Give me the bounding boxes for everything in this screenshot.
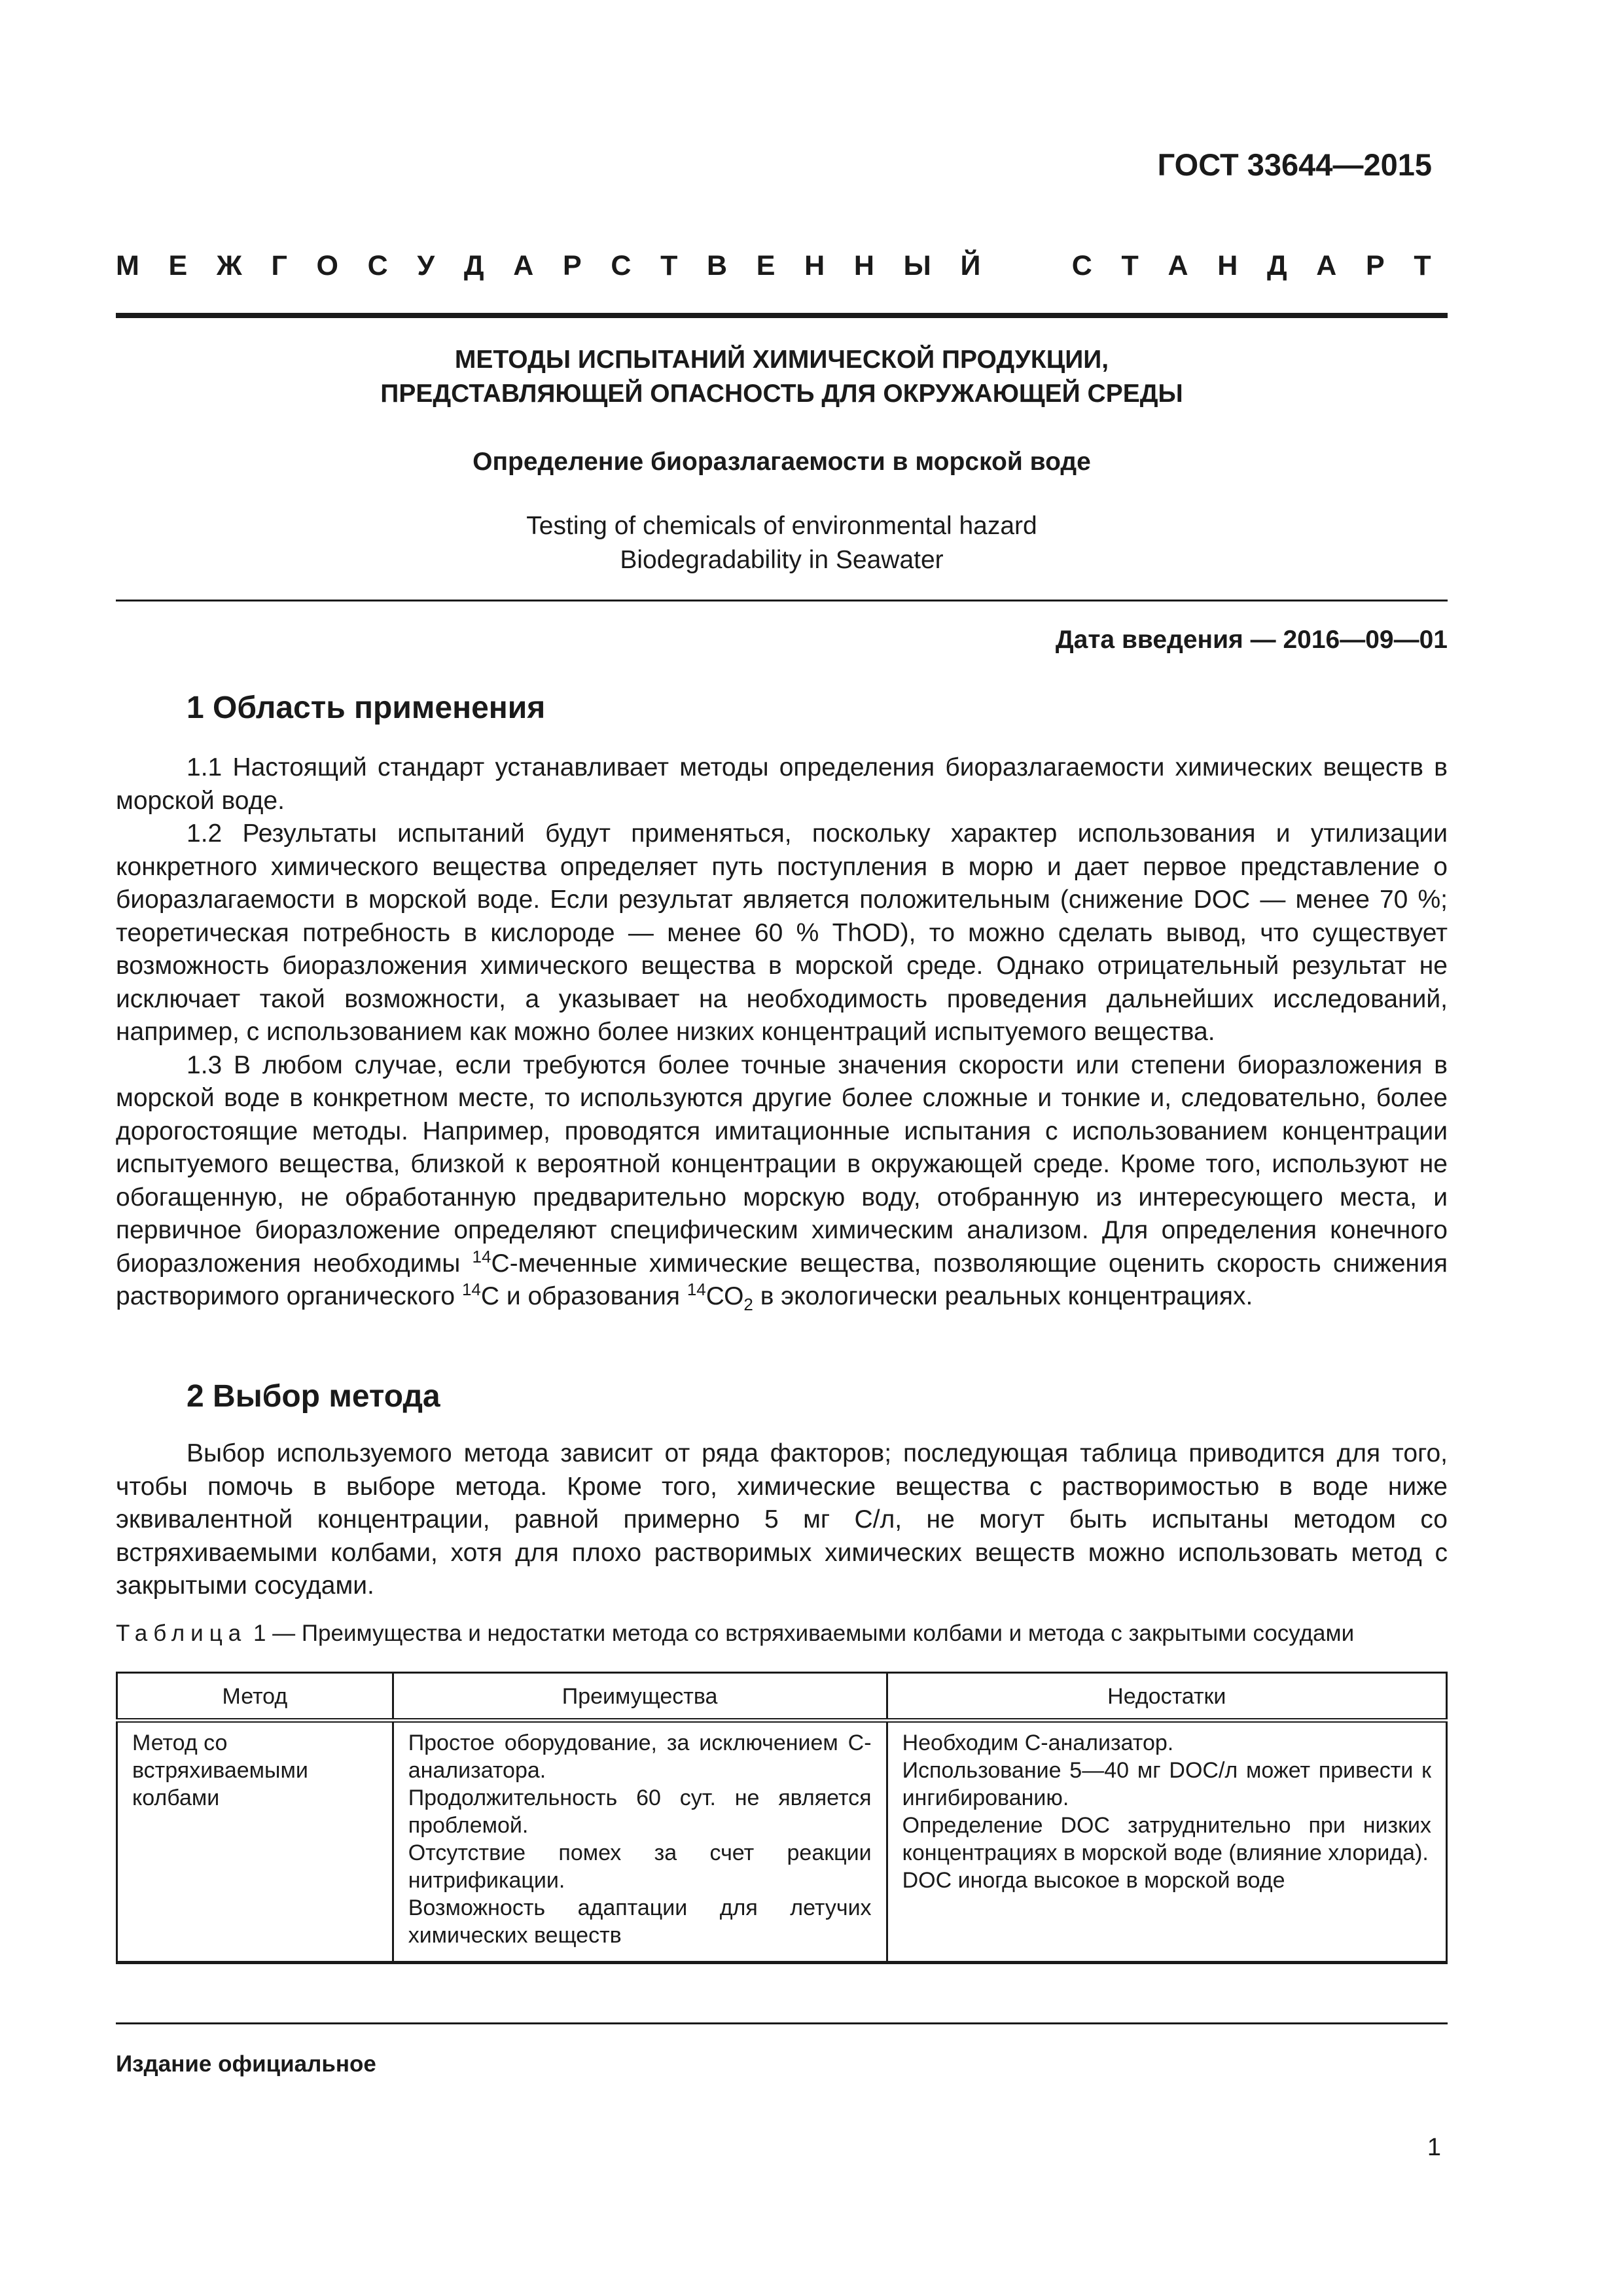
co2-formula: СО — [705, 1282, 744, 1310]
disadvantage-item: Необходим С-анализатор. — [902, 1731, 1174, 1755]
footer-divider — [116, 2022, 1448, 2024]
banner-gap — [1010, 250, 1043, 282]
banner-letter: Т — [660, 250, 678, 281]
banner-letter: Р — [1366, 250, 1385, 281]
banner-letter: Н — [853, 250, 874, 281]
table-cell-disadvantages — [887, 1721, 1446, 1963]
disadvantage-item: Использование 5—40 мг DOC/л может привести к ингибированию. — [902, 1758, 1431, 1810]
banner-letter: С — [367, 250, 388, 281]
table-header-method: Метод — [117, 1673, 393, 1721]
paragraph-1-1: 1.1 Настоящий стандарт устанавливает методы определения биоразлагаемости химических веществ в морской воде. — [116, 753, 1448, 815]
banner-letter: М — [116, 250, 139, 281]
english-title-line-2: Biodegradability in Seawater — [620, 546, 944, 574]
title-line-1: МЕТОДЫ ИСПЫТАНИЙ ХИМИЧЕСКОЙ ПРОДУКЦИИ, — [454, 346, 1109, 374]
banner-letter: С — [611, 250, 632, 281]
banner-letter: Е — [168, 250, 188, 281]
banner-letter: Н — [804, 250, 825, 281]
section-1-body — [116, 751, 1448, 1314]
paragraph-1-3-text-b: С-меченные химические вещества, позволяющие оценить скорость снижения растворимого органического — [116, 1249, 1448, 1310]
english-title-line-1: Testing of chemicals of environmental hazard — [526, 512, 1037, 540]
disadvantage-item: DOC иногда высокое в морской воде — [902, 1868, 1285, 1893]
title-divider — [116, 600, 1448, 601]
advantage-item: Продолжительность 60 сут. не является проблемой. — [408, 1785, 872, 1838]
title-line-2: ПРЕДСТАВЛЯЮЩЕЙ ОПАСНОСТЬ ДЛЯ ОКРУЖАЮЩЕЙ СРЕДЫ — [380, 380, 1183, 408]
banner-letter: А — [513, 250, 534, 281]
banner-letter: Н — [1217, 250, 1238, 281]
introduction-date: Дата введения — 2016—09—01 — [1055, 626, 1448, 654]
banner-letter: А — [1168, 250, 1188, 281]
banner-letter: Т — [1414, 250, 1431, 281]
standard-type-banner — [116, 250, 1431, 282]
advantage-item: Простое оборудование, за исключением С-анализатора. — [408, 1731, 872, 1783]
table-header-disadvantages: Недостатки — [887, 1673, 1446, 1721]
paragraph-1-2: 1.2 Результаты испытаний будут применяться, поскольку характер использования и утилизации конкретного химического вещества определяет путь поступления в морю и дает первое представление о биоразлагаемости в морской воде. Если результат является положительным (снижение DOC — менее 70 %; теоретическая потребность в кислороде — менее 60 % ThOD), то можно сделать вывод, что существует возможность биоразложения химического вещества в морской среде. Однако отрицательный результат не исключает такой возможности, а указывает на необходимость проведения дальнейших исследований, например, с использованием как можно более низких концентраций испытуемого вещества. — [116, 819, 1448, 1046]
banner-letter: Д — [1266, 250, 1287, 281]
table-cell-advantages — [393, 1721, 887, 1963]
disadvantage-item: Определение DOC затруднительно при низких концентрациях в морской воде (влияние хлорида). — [902, 1813, 1431, 1865]
banner-letter: Р — [562, 250, 582, 281]
gost-code: ГОСТ 33644—2015 — [1157, 147, 1432, 182]
banner-letter: Д — [463, 250, 484, 281]
paragraph-2: Выбор используемого метода зависит от ряда факторов; последующая таблица приводится для того, чтобы помочь в выборе метода. Кроме того, химические вещества с растворимостью в воде ниже эквивалентной концентрации, равной примерно 5 мг С/л, не могут быть испытаны методом со встряхиваемыми колбами, хотя для плохо растворимых химических веществ можно использовать метод с закрытыми сосудами. — [116, 1439, 1448, 1600]
table-header-row — [117, 1673, 1447, 1721]
banner-letter: Г — [271, 250, 287, 281]
paragraph-1-3-text-c: С и образования — [480, 1282, 687, 1310]
table-caption — [116, 1621, 1448, 1647]
banner-letter: О — [316, 250, 338, 281]
advantage-item: Возможность адаптации для летучих химических веществ — [408, 1895, 872, 1948]
banner-letter: А — [1316, 250, 1337, 281]
table-1 — [116, 1672, 1448, 1964]
section-2-heading: 2 Выбор метода — [187, 1379, 440, 1414]
advantage-item: Отсутствие помех за счет реакции нитрификации. — [408, 1840, 872, 1893]
superscript-14: 14 — [472, 1246, 491, 1266]
page-number: 1 — [1427, 2134, 1441, 2161]
banner-letter: Т — [1121, 250, 1139, 281]
table-cell-method: Метод со встряхиваемыми колбами — [117, 1721, 393, 1963]
banner-letter: Ы — [903, 250, 931, 281]
header-divider — [116, 313, 1448, 318]
banner-letter: Й — [960, 250, 981, 281]
official-edition-note: Издание официальное — [116, 2051, 376, 2077]
paragraph-1-3-text-d: в экологически реальных концентрациях. — [753, 1282, 1253, 1310]
banner-letter: В — [707, 250, 728, 281]
table-header-advantages: Преимущества — [393, 1673, 887, 1721]
english-title — [116, 509, 1448, 577]
document-title — [116, 343, 1448, 411]
table-caption-text: 1 — Преимущества и недостатки метода со встряхиваемыми колбами и метода с закрытыми сосудами — [253, 1621, 1355, 1646]
table-row — [117, 1721, 1447, 1963]
banner-letter: Е — [756, 250, 776, 281]
superscript-14: 14 — [461, 1280, 481, 1299]
paragraph-1-3-text-a: 1.3 В любом случае, если требуются более точные значения скорости или степени биоразложения в морской воде в конкретном месте, то используются другие более сложные и тонкие и, следовательно, более дорогостоящие методы. Например, проводятся имитационные испытания с использованием концентрации испытуемого вещества, близкой к вероятной концентрации в окружающей среде. Кроме того, используют не обогащенную, не обработанную предварительно морскую воду, отобранную из интересующего места, и первичное биоразложение определяют специфическим химическим анализом. Для определения конечного биоразложения необходимы — [116, 1050, 1448, 1278]
banner-letter: У — [417, 250, 435, 281]
section-2-body — [116, 1437, 1448, 1603]
document-subtitle: Определение биоразлагаемости в морской воде — [473, 448, 1091, 476]
banner-letter: Ж — [216, 250, 242, 281]
table-caption-label: Таблица — [116, 1621, 247, 1646]
paragraph-1-3 — [116, 1049, 1448, 1314]
subscript-2: 2 — [743, 1294, 753, 1314]
banner-letter: С — [1071, 250, 1092, 281]
superscript-14: 14 — [687, 1280, 706, 1299]
section-1-heading: 1 Область применения — [187, 691, 546, 725]
